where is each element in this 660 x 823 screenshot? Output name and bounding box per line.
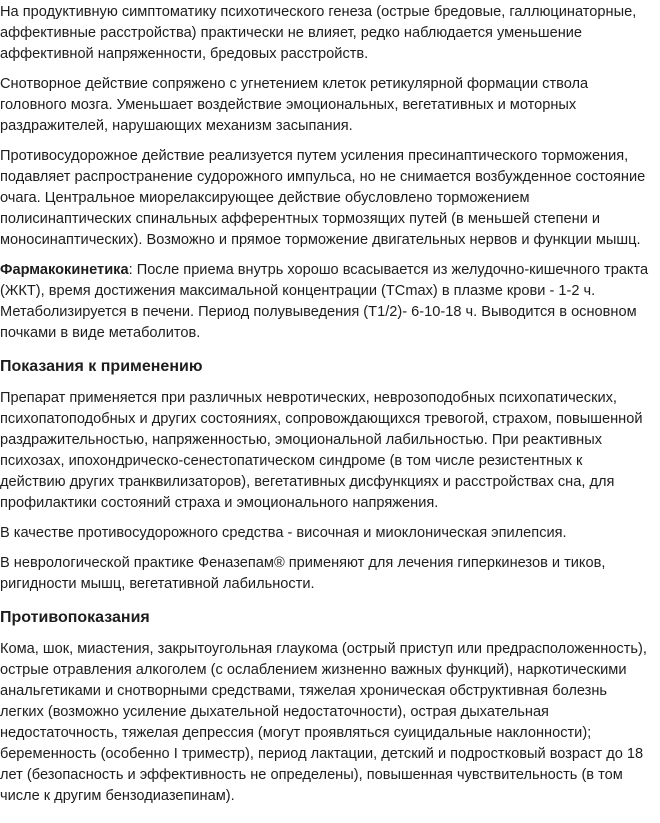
indications-heading: Показания к применению xyxy=(0,358,203,375)
indications-paragraph: В неврологической практике Феназепам® применяют для лечения гиперкинезов и тиков, ригидности мышц, вегетативной лабильности. xyxy=(0,555,606,592)
contraindications-paragraph: Кома, шок, миастения, закрытоугольная глаукома (острый приступ или предрасположенность), острые отравления алкоголем (с ослаблением жизненно важных функций), наркотическими анальгетиками и снотворными средствами, тяжелая хроническая обструктивная болезнь легких (возможно усиление дыхательной недостаточности), острая дыхательная недостаточность, тяжелая депрессия (могут проявляться суицидальные наклонности); беременность (особенно I триместр), период лактации, детский и подростковый возраст до 18 лет (безопасность и эффективность не определены), повышенная чувствительность (в том числе к другим бензодиазепинам). xyxy=(0,641,647,804)
pharmacokinetics-paragraph xyxy=(0,260,652,344)
indications-paragraph: Препарат применяется при различных невротических, неврозоподобных психопатических, психопатоподобных и других состояниях, сопровождающихся тревогой, страхом, повышенной раздражительностью, напряженностью, эмоциональной лабильностью. При реактивных психозах, ипохондрическо-сенестопатическом синдроме (в том числе резистентных к действию других транквилизаторов), вегетативных дисфункциях и расстройствах сна, для профилактики состояний страха и эмоционального напряжения. xyxy=(0,390,643,511)
intro-paragraph-hypnotic: Снотворное действие сопряжено с угнетением клеток ретикулярной формации ствола головного мозга. Уменьшает воздействие эмоциональных, вегетативных и моторных раздражителей, нарушающих механизм засыпания. xyxy=(0,76,589,134)
pharmacokinetics-text: : После приема внутрь хорошо всасывается из желудочно-кишечного тракта (ЖКТ), время достижения максимальной концентрации (TCmax) в плазме крови - 1-2 ч. Метаболизируется в печени. Период полувыведения (Т1/2)- 6-10-18 ч. Выводится в основном почками в виде метаболитов. xyxy=(0,262,649,341)
intro-paragraph-anticonvulsant: Противосудорожное действие реализуется путем усиления пресинаптического торможения, подавляет распространение судорожного импульса, но не снимается возбужденное состояние очага. Центральное миорелаксирующее действие обусловлено торможением полисинаптических спинальных афферентных тормозящих путей (в меньшей степени и моносинаптических). Возможно и прямое торможение двигательных нервов и функции мышц. xyxy=(0,148,646,248)
pharmacokinetics-term: Фармакокинетика xyxy=(0,262,129,278)
intro-paragraph-psychotic: На продуктивную симптоматику психотического генеза (острые бредовые, галлюцинаторные, аффективные расстройства) практически не влияет, редко наблюдается уменьшение аффективной напряженности, бредовых расстройств. xyxy=(0,4,637,62)
indications-paragraph: В качестве противосудорожного средства - височная и миоклоническая эпилепсия. xyxy=(0,525,567,541)
contraindications-heading: Противопоказания xyxy=(0,609,150,626)
